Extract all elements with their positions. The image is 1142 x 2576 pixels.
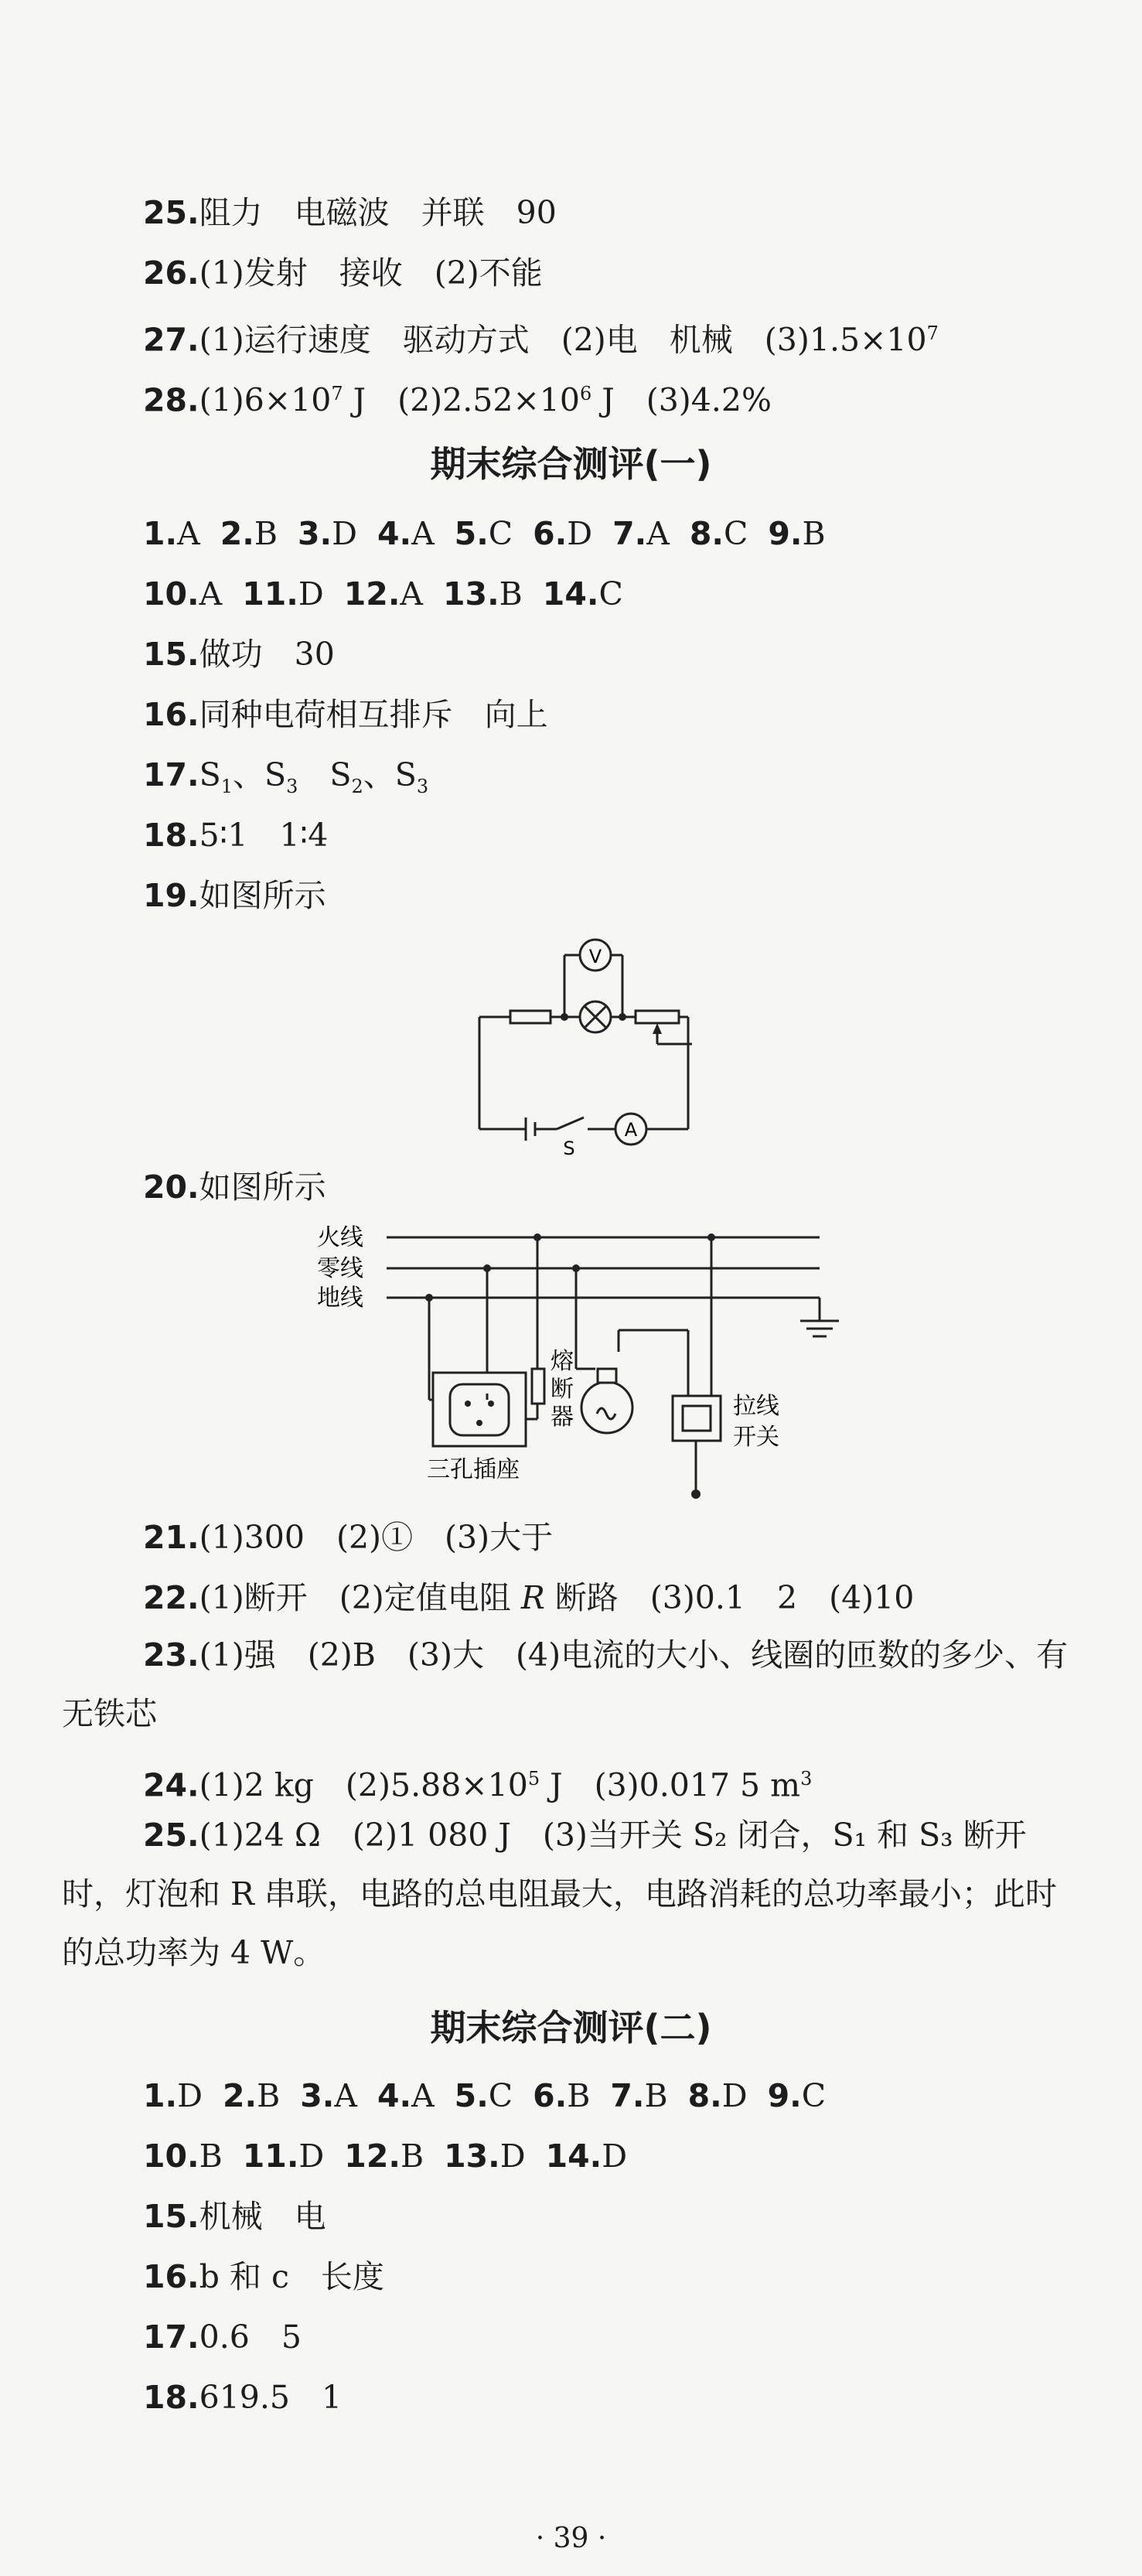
circled-number: ①: [381, 1519, 414, 1556]
ammeter-label: A: [624, 1119, 638, 1141]
answer-text: (1)强 (2)B (3)大 (4)电流的大小、线圈的匝数的多少、有无铁芯: [62, 1636, 1069, 1732]
answer-text: b 和 c 长度: [199, 2258, 384, 2295]
live-wire-label: 火线: [317, 1224, 363, 1251]
choice-letter: B: [400, 2138, 424, 2175]
exponent: 7: [331, 383, 343, 404]
question-number: 11.: [242, 2138, 299, 2175]
mc-answer: [690, 515, 748, 552]
answer-text: S: [298, 756, 352, 793]
question-number: 10.: [143, 575, 199, 612]
answer-text: J (3)0.017 5 m: [540, 1766, 801, 1804]
answer-21: [143, 1514, 553, 1561]
question-number: 13.: [443, 575, 499, 612]
circuit-diagram-19: [464, 932, 696, 1156]
question-number: 16.: [143, 696, 199, 733]
ground-wire-label: 地线: [317, 1285, 363, 1312]
question-number: 24.: [143, 1766, 199, 1804]
question-number: 15.: [143, 2198, 199, 2235]
question-number: 7.: [612, 515, 647, 552]
answer-18: [143, 2374, 342, 2421]
question-number: 3.: [297, 515, 332, 552]
mc-answer: [143, 515, 200, 552]
question-number: 22.: [143, 1579, 199, 1616]
question-number: 6.: [533, 515, 568, 552]
question-number: 16.: [143, 2258, 199, 2295]
answer-text: 做功 30: [199, 636, 335, 673]
question-number: 18.: [143, 817, 199, 854]
exponent: 3: [800, 1768, 813, 1790]
answer-23: [62, 1626, 1082, 1743]
mc-answer: [298, 515, 357, 552]
question-number: 6.: [533, 2077, 568, 2114]
question-number: 23.: [143, 1636, 199, 1674]
answer-text: S: [199, 756, 221, 793]
switch-label: S: [563, 1138, 575, 1156]
choice-letter: C: [801, 2077, 827, 2114]
question-number: 12.: [344, 2138, 401, 2175]
mc-answer: [455, 2077, 513, 2114]
mc-answer: [377, 2077, 435, 2114]
subscript: 3: [286, 776, 298, 798]
fuse-label-1: 熔: [551, 1348, 574, 1375]
answer-17: [143, 752, 428, 810]
question-number: 1.: [143, 2077, 178, 2114]
mc-answer: [612, 515, 670, 552]
mc-answer: [243, 2138, 325, 2175]
answer-text: 5∶1 1∶4: [199, 817, 329, 854]
mc-row-2: [143, 2133, 647, 2179]
mc-answer: [444, 2138, 526, 2175]
answer-text: (1)300 (2): [199, 1519, 382, 1556]
exponent: 6: [579, 383, 592, 404]
choice-letter: A: [411, 515, 435, 552]
answer-text: 、S: [363, 756, 417, 793]
choice-letter: B: [499, 575, 523, 612]
answer-text: (1)6×10: [199, 381, 332, 419]
question-number: 17.: [143, 756, 199, 793]
answer-19: [143, 872, 326, 919]
subscript: 2: [351, 776, 363, 798]
answer-27-prev: [143, 310, 939, 363]
answer-text: 机械 电: [199, 2198, 326, 2235]
question-number: 1.: [143, 515, 178, 552]
choice-letter: C: [723, 515, 748, 552]
answer-28-prev: [143, 370, 772, 424]
mc-answer: [223, 2077, 280, 2114]
mc-answer: [344, 575, 423, 612]
variable: R: [520, 1579, 545, 1616]
page-number: · 39 ·: [535, 2523, 607, 2554]
choice-letter: D: [332, 515, 357, 552]
question-number: 9.: [767, 2077, 802, 2114]
question-number: 8.: [687, 2077, 722, 2114]
pull-switch-label-2: 开关: [733, 1424, 779, 1451]
choice-letter: C: [488, 2077, 513, 2114]
question-number: 19.: [143, 877, 199, 914]
question-number: 7.: [610, 2077, 645, 2114]
question-number: 2.: [220, 515, 254, 552]
pull-switch-label-1: 拉线: [733, 1393, 779, 1420]
question-number: 18.: [143, 2379, 199, 2416]
choice-letter: A: [646, 515, 670, 552]
choice-letter: B: [802, 515, 826, 552]
voltmeter-label: V: [588, 946, 602, 967]
exponent: 5: [527, 1768, 540, 1790]
fuse-label-3: 器: [551, 1404, 574, 1431]
choice-letter: B: [254, 515, 278, 552]
section-title-exam1: 期末综合测评(一): [430, 443, 712, 485]
choice-letter: D: [499, 2138, 526, 2175]
answer-18: [143, 812, 328, 858]
answer-25: [62, 1806, 1082, 1982]
choice-letter: B: [199, 2138, 223, 2175]
answer-text: 断路 (3)0.1 2 (4)10: [544, 1579, 915, 1616]
question-number: 15.: [143, 636, 199, 673]
question-number: 9.: [768, 515, 803, 552]
answer-20: [143, 1164, 326, 1210]
mc-answer: [533, 2077, 590, 2114]
neutral-wire-label: 零线: [317, 1255, 363, 1282]
mc-answer: [443, 575, 523, 612]
choice-letter: D: [177, 2077, 203, 2114]
answer-text: 同种电荷相互排斥 向上: [199, 696, 548, 733]
choice-letter: A: [400, 575, 424, 612]
socket-label: 三孔插座: [427, 1456, 520, 1483]
answer-text: 、S: [233, 756, 287, 793]
mc-row-2: [143, 571, 643, 617]
question-number: 12.: [343, 575, 401, 612]
choice-letter: D: [602, 2138, 628, 2175]
choice-letter: B: [644, 2077, 668, 2114]
question-number: 26.: [143, 254, 199, 292]
mc-answer: [455, 515, 513, 552]
question-number: 20.: [143, 1169, 199, 1206]
question-number: 3.: [300, 2077, 335, 2114]
mc-answer: [300, 2077, 357, 2114]
mc-answer: [768, 2077, 826, 2114]
question-number: 21.: [143, 1519, 199, 1556]
answer-text: J (2)2.52×10: [343, 381, 580, 419]
question-number: 28.: [143, 381, 199, 419]
question-number: 4.: [377, 2077, 412, 2114]
choice-letter: D: [298, 575, 324, 612]
choice-letter: C: [488, 515, 513, 552]
choice-letter: A: [177, 515, 200, 552]
question-number: 8.: [689, 515, 724, 552]
question-number: 11.: [242, 575, 298, 612]
question-number: 25.: [143, 194, 199, 231]
mc-answer: [543, 575, 623, 612]
choice-letter: D: [298, 2138, 325, 2175]
choice-letter: C: [598, 575, 623, 612]
answer-text: 阻力 电磁波 并联 90: [199, 194, 557, 231]
subscript: 3: [416, 776, 429, 798]
mc-answer: [220, 515, 278, 552]
answer-16: [143, 691, 548, 738]
choice-letter: A: [411, 2077, 435, 2114]
subscript: 1: [220, 776, 234, 798]
question-number: 17.: [143, 2318, 199, 2356]
question-number: 5.: [454, 515, 489, 552]
choice-letter: A: [334, 2077, 357, 2114]
section-title-exam2: 期末综合测评(二): [430, 2007, 712, 2049]
fuse-label-2: 断: [551, 1376, 574, 1403]
answer-text: 如图所示: [199, 1169, 326, 1206]
exponent: 7: [926, 322, 939, 344]
mc-answer: [768, 515, 825, 552]
mc-row-1: [143, 2073, 846, 2119]
answer-text: J (3)4.2%: [591, 381, 772, 419]
mc-answer: [143, 2138, 223, 2175]
answer-15: [143, 631, 335, 677]
question-number: 25.: [143, 1817, 199, 1854]
question-number: 2.: [222, 2077, 257, 2114]
answer-15: [143, 2193, 326, 2240]
answer-text: (1)2 kg (2)5.88×10: [199, 1766, 528, 1804]
question-number: 4.: [377, 515, 412, 552]
question-number: 27.: [143, 321, 199, 359]
choice-letter: D: [721, 2077, 748, 2114]
mc-answer: [143, 2077, 203, 2114]
choice-letter: A: [199, 575, 223, 612]
mc-answer: [344, 2138, 424, 2175]
mc-answer: [242, 575, 324, 612]
mc-answer: [143, 575, 222, 612]
question-number: 14.: [542, 575, 599, 612]
answer-text: (1)运行速度 驱动方式 (2)电 机械 (3)1.5×10: [199, 321, 927, 359]
mc-answer: [688, 2077, 748, 2114]
answer-text: 如图所示: [199, 877, 326, 914]
answer-24: [143, 1755, 812, 1809]
answer-text: (3)大于: [413, 1519, 554, 1556]
wiring-diagram-20: [309, 1214, 851, 1508]
question-number: 5.: [454, 2077, 489, 2114]
answer-22: [143, 1575, 914, 1621]
mc-answer: [533, 515, 592, 552]
question-number: 10.: [143, 2138, 199, 2175]
choice-letter: B: [257, 2077, 281, 2114]
answer-17: [143, 2314, 302, 2360]
question-number: 13.: [444, 2138, 500, 2175]
answer-25-prev: [143, 189, 557, 236]
mc-answer: [377, 515, 435, 552]
mc-answer: [546, 2138, 628, 2175]
answer-text: (1)发射 接收 (2)不能: [199, 254, 543, 292]
answer-text: 619.5 1: [199, 2379, 343, 2416]
answer-16: [143, 2254, 384, 2300]
mc-row-1: [143, 510, 846, 557]
answer-26-prev: [143, 250, 543, 296]
choice-letter: B: [567, 2077, 591, 2114]
answer-text: (1)断开 (2)定值电阻: [199, 1579, 521, 1616]
answer-text: (1)24 Ω (2)1 080 J (3)当开关 S₂ 闭合，S₁ 和 S₃ 断开时，灯泡和 R 串联，电路的总电阻最大，电路消耗的总功率最小；此时的总功率为 4 W。: [62, 1817, 1057, 1971]
question-number: 14.: [545, 2138, 602, 2175]
choice-letter: D: [567, 515, 593, 552]
answer-text: 0.6 5: [199, 2318, 302, 2356]
mc-answer: [610, 2077, 667, 2114]
